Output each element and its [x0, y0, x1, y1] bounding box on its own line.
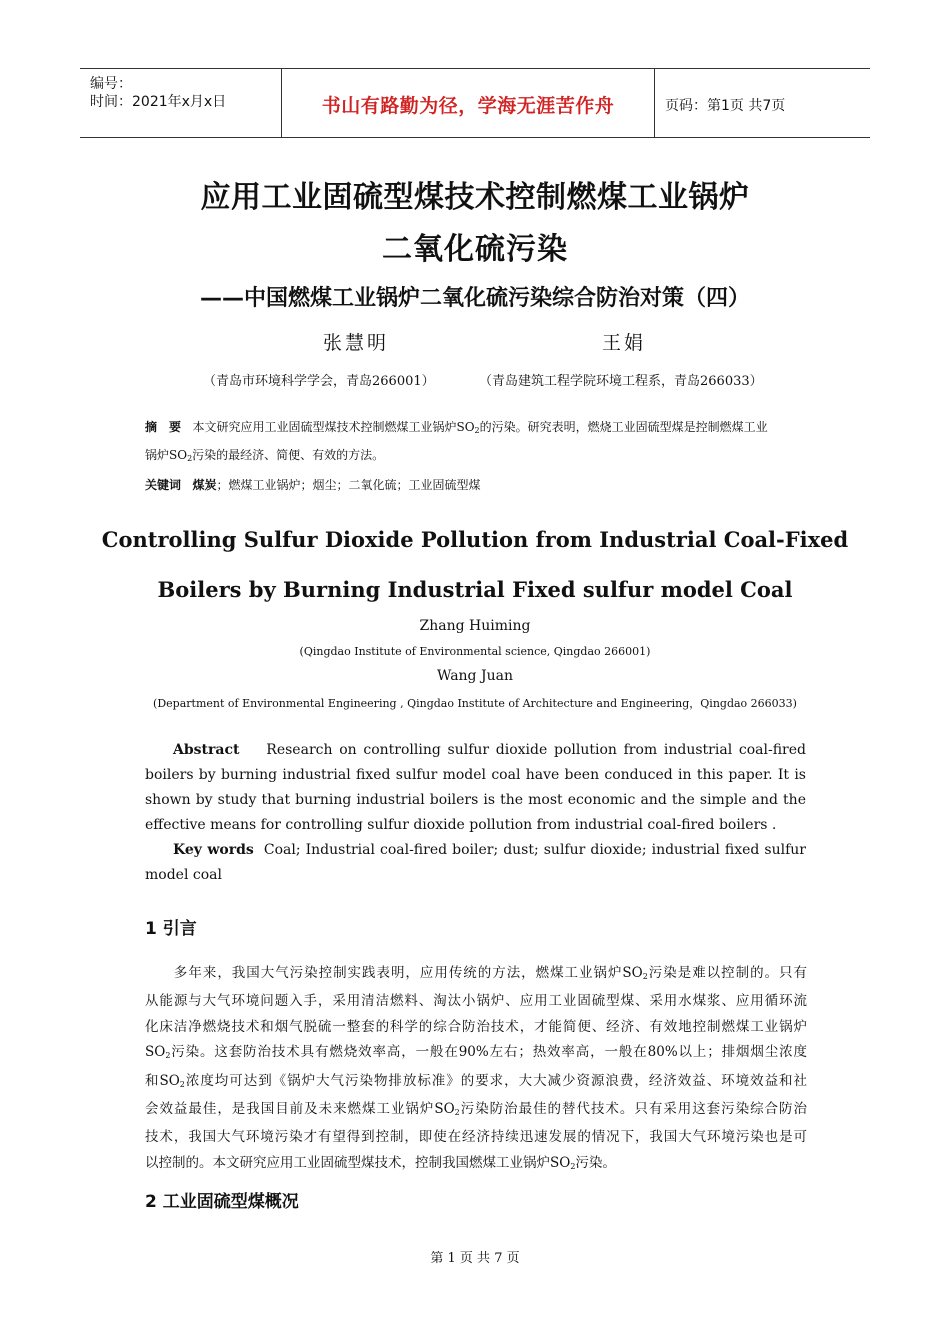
abstract-cn-text: 锅炉SO — [145, 448, 188, 462]
english-affiliation-1: (Qingdao Institute of Environmental science, Qingdao 266001) — [299, 645, 651, 658]
english-title-line-1: Controlling Sulfur Dioxide Pollution from Industrial Coal-Fixed — [101, 527, 849, 552]
body-text: 浓度均可达到《锅炉大气污染物排放标准》的要求，大大减少资源浪费，经济效益、环境效益和社 — [184, 1072, 807, 1089]
abstract-cn-label: 摘 要 — [145, 420, 182, 434]
english-author-2: Wang Juan — [437, 668, 513, 684]
body-line — [145, 989, 807, 1014]
body-line — [145, 1069, 807, 1097]
body-text: 污染。这套防治技术具有燃烧效率高，一般在90%左右；热效率高，一般在80%以上；排烟烟尘浓度 — [170, 1044, 807, 1061]
body-line — [145, 1040, 807, 1068]
body-line — [145, 961, 807, 989]
keywords-cn-bold: 煤炭 — [192, 478, 217, 492]
header-right-cell — [655, 69, 870, 137]
body-text: 技术，我国大气环境污染才有望得到控制，即使在经济持续迅速发展的情况下，我国大气环境污染也是可 — [145, 1129, 807, 1146]
title-line-2: 二氧化硫污染 — [382, 232, 568, 267]
body-text: 污染是难以控制的。只有 — [647, 965, 807, 981]
body-text: 以控制的。本文研究应用工业固硫型煤技术，控制我国燃煤工业锅炉SO — [145, 1154, 571, 1171]
english-keywords — [145, 838, 806, 888]
section-1-heading: 1 引言 — [145, 919, 197, 939]
section-1-body — [145, 961, 807, 1179]
body-line — [145, 1097, 807, 1125]
author-affiliation-1: （青岛市环境科学学会，青岛266001） — [203, 374, 435, 389]
document-time-label: 时间：2021年x月x日 — [90, 94, 227, 110]
keywords-cn-label: 关键词 — [145, 478, 182, 492]
body-text: 污染防治最佳的替代技术。只有采用这套污染综合防治 — [459, 1101, 807, 1118]
subscript: 2 — [454, 1108, 460, 1118]
body-text: 从能源与大气环境问题入手，采用清洁燃料、淘汰小锅炉、应用工业固硫型煤、采用水煤浆、应用循环流 — [145, 993, 807, 1010]
page-header — [80, 68, 870, 138]
subscript: 2 — [474, 426, 480, 435]
author-affiliation-2: （青岛建筑工程学院环境工程系，青岛266033） — [479, 374, 763, 389]
abstract-cn — [145, 415, 807, 497]
subtitle: ——中国燃煤工业锅炉二氧化硫污染综合防治对策（四） — [199, 286, 750, 311]
body-text: 多年来，我国大气污染控制实践表明，应用传统的方法，燃煤工业锅炉SO — [145, 965, 643, 981]
abstract-cn-text: 污染的最经济、简便、有效的方法。 — [192, 448, 385, 462]
page-footer: 第 1 页 共 7 页 — [430, 1251, 520, 1266]
abstract-cn-text: 的污染。研究表明，燃烧工业固硫型煤是控制燃煤工业 — [479, 420, 768, 434]
subscript: 2 — [570, 1161, 576, 1171]
section-2-heading: 2 工业固硫型煤概况 — [145, 1192, 299, 1212]
keywords-cn: ；燃煤工业锅炉；烟尘；二氧化硫；工业固硫型煤 — [216, 478, 481, 492]
body-line — [145, 1125, 807, 1150]
header-left-cell — [80, 69, 282, 137]
body-text: 和SO — [145, 1072, 180, 1089]
subscript: 2 — [187, 454, 193, 463]
header-page-label: 页码：第1页 共7页 — [665, 98, 786, 114]
author-name-1: 张慧明 — [323, 332, 390, 354]
subscript: 2 — [642, 972, 648, 981]
english-title-line-2: Boilers by Burning Industrial Fixed sulfur model Coal — [157, 577, 793, 602]
english-abstract — [145, 738, 806, 838]
header-motto: 书山有路勤为径，学海无涯苦作舟 — [321, 95, 615, 117]
body-text: SO — [145, 1044, 166, 1061]
body-text: 会效益最佳，是我国目前及未来燃煤工业锅炉SO — [145, 1101, 455, 1118]
english-keywords-text: Coal; Industrial coal-fired boiler; dust; sulfur dioxide; industrial fixed sulfur model coal — [145, 842, 806, 883]
subscript: 2 — [179, 1079, 185, 1089]
author-name-2: 王娟 — [602, 332, 647, 354]
english-abstract-label: Abstract — [173, 742, 240, 758]
abstract-cn-text: 本文研究应用工业固硫型煤技术控制燃煤工业锅炉SO — [192, 420, 475, 434]
english-keywords-label: Key words — [173, 842, 254, 858]
subscript: 2 — [165, 1051, 171, 1061]
english-author-1: Zhang Huiming — [419, 618, 531, 634]
english-abstract-text: Research on controlling sulfur dioxide pollution from industrial coal-fired boilers by burning industrial fixed sulfur model coal have been conduced in this paper. It is shown by study that burning industrial boilers is the most economic and the simple and the effective means for controlling sulfur dioxide pollution from industrial coal-fired boilers . — [145, 742, 806, 833]
body-text: 化床洁净燃烧技术和烟气脱硫一整套的科学的综合防治技术，才能简便、经济、有效地控制燃煤工业锅炉 — [145, 1018, 807, 1035]
document-number-label: 编号： — [90, 76, 132, 92]
body-line — [145, 1015, 807, 1040]
title-line-1: 应用工业固硫型煤技术控制燃煤工业锅炉 — [200, 180, 750, 215]
body-text: 污染。 — [575, 1154, 616, 1171]
body-line — [145, 1151, 807, 1179]
header-center-cell — [282, 69, 655, 137]
english-affiliation-2: (Department of Environmental Engineering , Qingdao Institute of Architecture and Engineering，Qingdao 266033) — [153, 697, 797, 710]
